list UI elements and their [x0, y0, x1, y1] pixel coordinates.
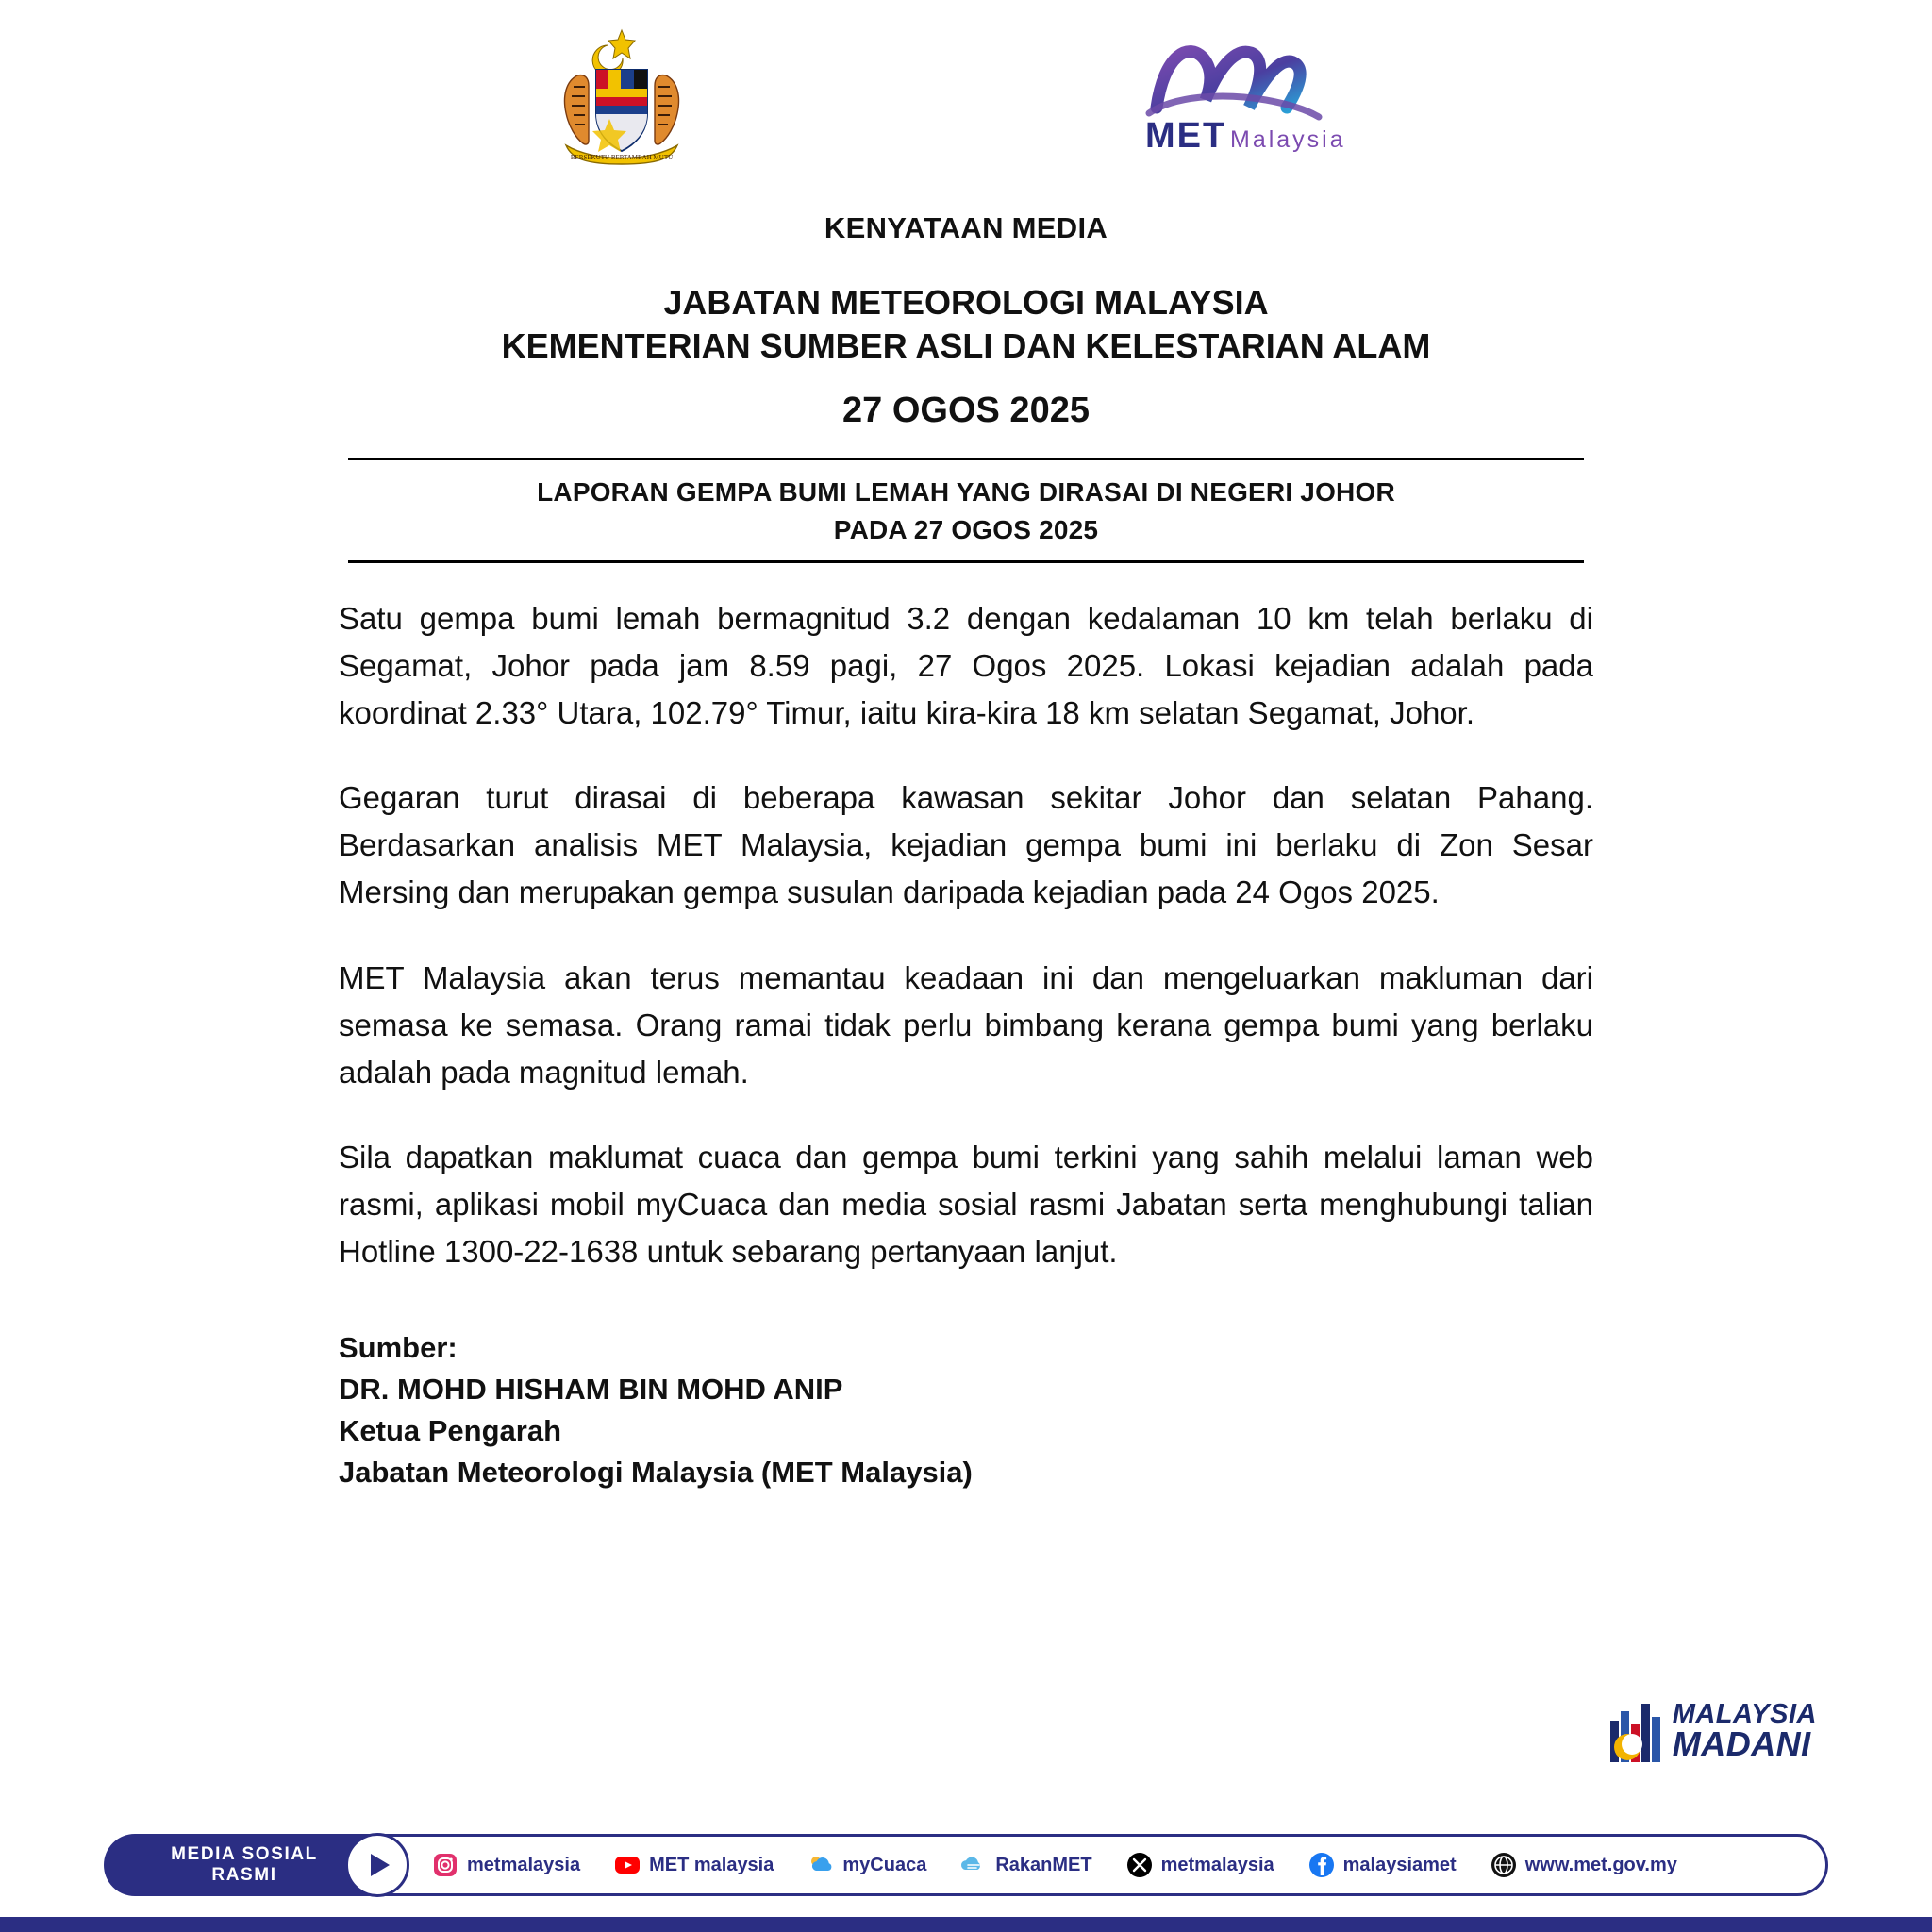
svg-text:MET: MET: [1145, 116, 1227, 156]
play-icon[interactable]: [345, 1833, 409, 1897]
social-channel-label: malaysiamet: [1342, 1854, 1457, 1875]
body-content: [339, 563, 1593, 1493]
social-channel-mycuaca[interactable]: [808, 1852, 926, 1878]
social-channel-rakanmet[interactable]: [960, 1852, 1091, 1878]
source-block: [339, 1327, 1593, 1493]
madani-icon: [1608, 1700, 1663, 1762]
source-organisation: Jabatan Meteorologi Malaysia (MET Malaysia): [339, 1455, 973, 1489]
rakanmet-icon: [960, 1852, 987, 1878]
svg-text:BERSEKUTU BERTAMBAH MUTU: BERSEKUTU BERTAMBAH MUTU: [570, 154, 674, 161]
social-channel-x[interactable]: [1126, 1852, 1274, 1878]
social-channel-label: MET malaysia: [649, 1854, 774, 1875]
source-label: Sumber:: [339, 1330, 458, 1364]
social-channel-instagram[interactable]: [432, 1852, 580, 1878]
facebook-icon: [1308, 1852, 1335, 1878]
release-date: 27 OGOS 2025: [842, 391, 1090, 431]
paragraph-3: MET Malaysia akan terus memantau keadaan ini dan mengeluarkan makluman dari semasa ke semasa. Orang ramai tidak perlu bimbang kerana gempa bumi yang berlaku adalah pada magnitud lemah.: [339, 959, 1593, 1090]
paragraph-4: Sila dapatkan maklumat cuaca dan gempa bumi terkini yang sahih melalui laman web rasmi, aplikasi mobil myCuaca dan media sosial rasmi Jabatan serta menghubungi talian Hotline 1300-22-1638 untuk sebarang pertanyaan lanjut.: [339, 1140, 1593, 1270]
paragraph-2: Gegaran turut dirasai di beberapa kawasan sekitar Johor dan selatan Pahang. Berdasarkan analisis MET Malaysia, kejadian gempa bumi ini berlaku di Zon Sesar Mersing dan merupakan gempa susulan daripada kejadian pada 24 Ogos 2025.: [339, 780, 1593, 910]
mycuaca-cloud-icon: [808, 1852, 834, 1878]
social-channel-label: metmalaysia: [467, 1854, 581, 1875]
social-label-line-1: MEDIA SOSIAL: [171, 1844, 318, 1864]
madani-line-2: MADANI: [1672, 1724, 1811, 1763]
social-label-line-2: RASMI: [211, 1865, 277, 1885]
source-name: DR. MOHD HISHAM BIN MOHD ANIP: [339, 1372, 843, 1406]
footer-strip: [0, 1917, 1932, 1932]
malaysia-madani-logo: [1608, 1700, 1817, 1762]
madani-wordmark: [1672, 1699, 1817, 1763]
globe-icon: [1491, 1852, 1517, 1878]
social-media-label: [104, 1834, 377, 1896]
social-channel-label: RakanMET: [995, 1854, 1092, 1875]
department-heading: [113, 281, 1819, 368]
social-channel-facebook[interactable]: [1308, 1852, 1457, 1878]
met-malaysia-logo-icon: [1108, 26, 1391, 158]
press-statement-label: KENYATAAN MEDIA: [824, 211, 1108, 244]
subject-line-2: PADA 27 OGOS 2025: [833, 514, 1099, 544]
social-channel-label: myCuaca: [842, 1854, 927, 1875]
youtube-icon: [614, 1852, 641, 1878]
social-channel-youtube[interactable]: [614, 1852, 774, 1878]
social-channel-website[interactable]: [1491, 1852, 1677, 1878]
department-line-1: JABATAN METEOROLOGI MALAYSIA: [663, 283, 1269, 322]
social-channel-label: www.met.gov.my: [1524, 1854, 1677, 1875]
social-channel-label: metmalaysia: [1160, 1854, 1274, 1875]
x-twitter-icon: [1126, 1852, 1153, 1878]
paragraph-1: Satu gempa bumi lemah bermagnitud 3.2 dengan kedalaman 10 km telah berlaku di Segamat, Johor pada jam 8.59 pagi, 27 Ogos 2025. Lokasi kejadian adalah pada koordinat 2.33° Utara, 102.79° Timur, iaitu kira-kira 18 km selatan Segamat, Johor.: [339, 600, 1593, 730]
madani-line-1: MALAYSIA: [1672, 1699, 1817, 1730]
source-position: Ketua Pengarah: [339, 1413, 562, 1447]
department-line-2: KEMENTERIAN SUMBER ASLI DAN KELESTARIAN ALAM: [501, 326, 1431, 366]
svg-text:Malaysia: Malaysia: [1230, 126, 1346, 153]
subject-line-1: LAPORAN GEMPA BUMI LEMAH YANG DIRASAI DI NEGERI JOHOR: [537, 477, 1395, 508]
social-media-bar: [104, 1834, 1828, 1896]
subject-block: [348, 458, 1584, 563]
instagram-icon: [432, 1852, 458, 1878]
malaysia-coat-of-arms-icon: [541, 26, 702, 168]
header-logos: [113, 0, 1819, 177]
social-channel-list: [377, 1834, 1828, 1896]
